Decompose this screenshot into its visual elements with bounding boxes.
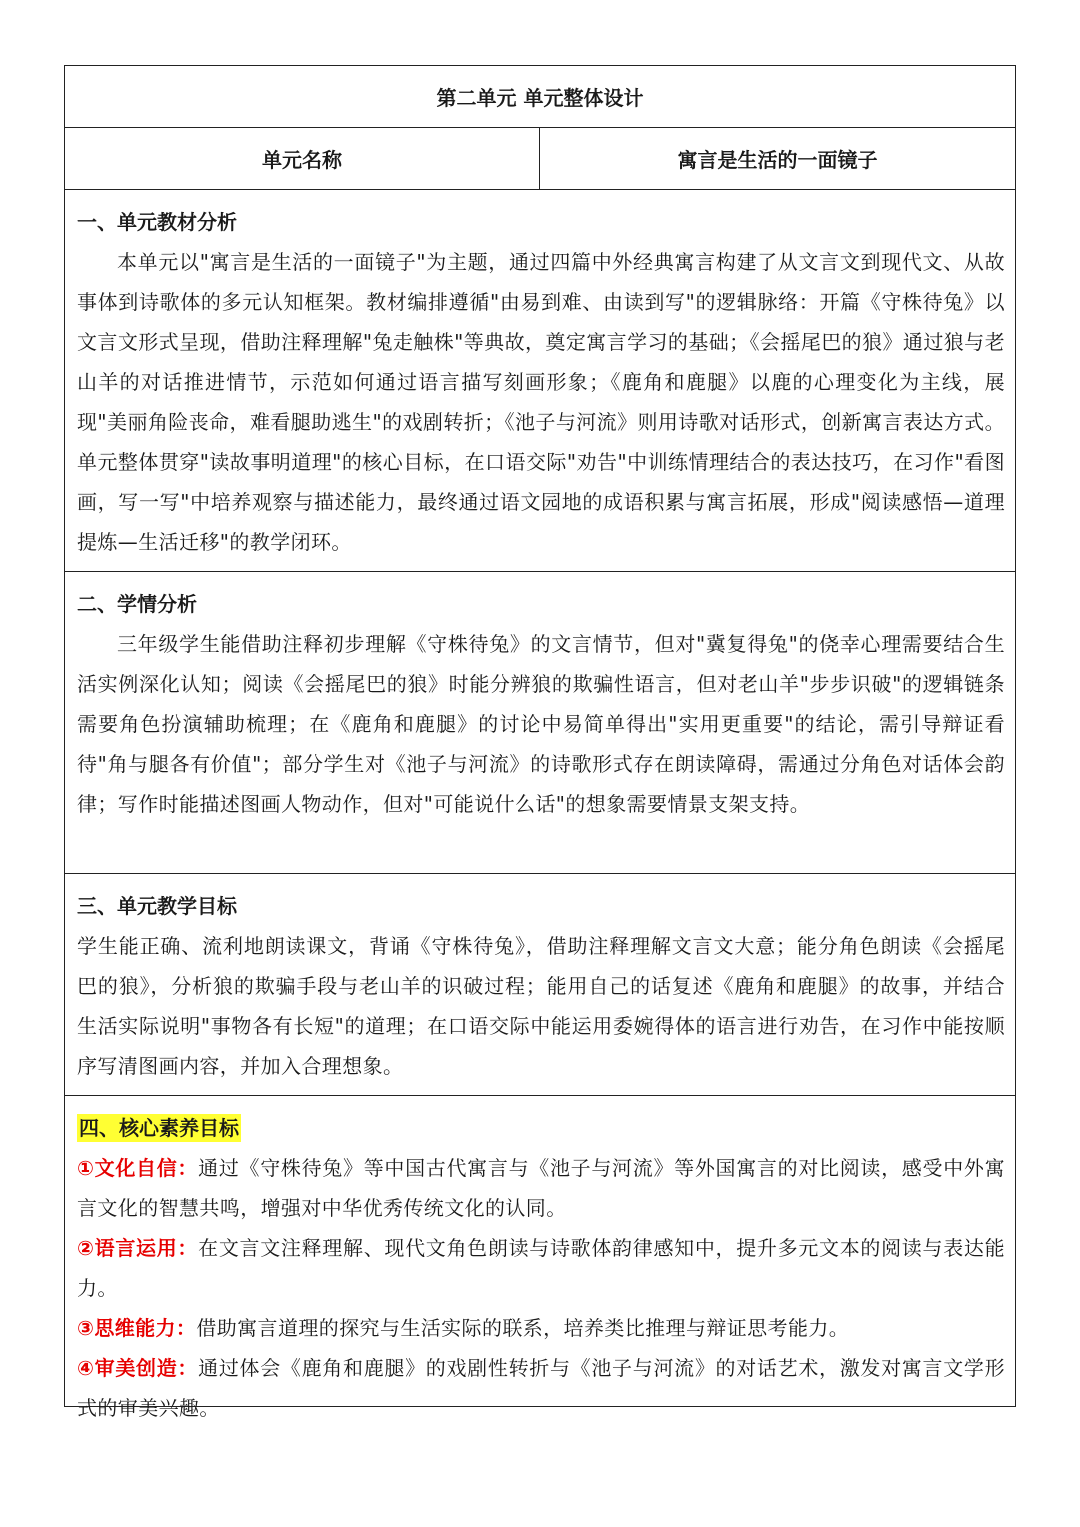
section-heading: 三、单元教学目标	[77, 894, 237, 918]
core-goal-item	[77, 1148, 1005, 1228]
core-goal-text: 通过体会《鹿角和鹿腿》的戏剧性转折与《池子与河流》的对话艺术，激发对寓言文学形式的审美兴趣。	[77, 1356, 1005, 1420]
core-goal-item	[77, 1348, 1005, 1428]
section-heading: 一、单元教材分析	[77, 210, 237, 234]
section-body: 三年级学生能借助注释初步理解《守株待兔》的文言情节，但对"冀复得兔"的侥幸心理需要结合生活实例深化认知；阅读《会摇尾巴的狼》时能分辨狼的欺骗性语言，但对老山羊"步步识破"的逻辑链条需要角色扮演辅助梳理；在《鹿角和鹿腿》的讨论中易简单得出"实用更重要"的结论，需引导辩证看待"角与腿各有价值"；部分学生对《池子与河流》的诗歌形式存在朗读障碍，需通过分角色对话体会韵律；写作时能描述图画人物动作，但对"可能说什么话"的想象需要情景支架支持。	[77, 632, 1005, 816]
section-student-analysis	[65, 572, 1015, 874]
unit-name-value: 寓言是生活的一面镜子	[677, 148, 878, 172]
table-title: 第二单元 单元整体设计	[65, 66, 1015, 128]
core-goal-item	[77, 1308, 1005, 1348]
section-teaching-goals	[65, 874, 1015, 1096]
section-heading	[77, 1108, 1005, 1148]
section-body: 本单元以"寓言是生活的一面镜子"为主题，通过四篇中外经典寓言构建了从文言文到现代文、从故事体到诗歌体的多元认知框架。教材编排遵循"由易到难、由读到写"的逻辑脉络：开篇《守株待兔》以文言文形式呈现，借助注释理解"兔走触株"等典故，奠定寓言学习的基础；《会摇尾巴的狼》通过狼与老山羊的对话推进情节，示范如何通过语言描写刻画形象；《鹿角和鹿腿》以鹿的心理变化为主线，展现"美丽角险丧命，难看腿助逃生"的戏剧转折；《池子与河流》则用诗歌对话形式，创新寓言表达方式。单元整体贯穿"读故事明道理"的核心目标，在口语交际"劝告"中训练情理结合的表达技巧，在习作"看图画，写一写"中培养观察与描述能力，最终通过语文园地的成语积累与寓言拓展，形成"阅读感悟—道理提炼—生活迁移"的教学闭环。	[77, 250, 1005, 554]
unit-name-label: 单元名称	[65, 128, 540, 189]
section-body: 学生能正确、流利地朗读课文，背诵《守株待兔》，借助注释理解文言文大意；能分角色朗读《会摇尾巴的狼》，分析狼的欺骗手段与老山羊的识破过程；能用自己的话复述《鹿角和鹿腿》的故事，并结合生活实际说明"事物各有长短"的道理；在口语交际中能运用委婉得体的语言进行劝告，在习作中能按顺序写清图画内容，并加入合理想象。	[77, 934, 1005, 1078]
core-goal-label: ③思维能力：	[77, 1316, 197, 1340]
section-core-literacy	[65, 1096, 1015, 1420]
core-goal-label: ②语言运用：	[77, 1236, 199, 1260]
core-goal-text: 通过《守株待兔》等中国古代寓言与《池子与河流》等外国寓言的对比阅读，感受中外寓言文化的智慧共鸣，增强对中华优秀传统文化的认同。	[77, 1156, 1005, 1220]
core-goal-text: 在文言文注释理解、现代文角色朗读与诗歌体韵律感知中，提升多元文本的阅读与表达能力。	[77, 1236, 1005, 1300]
section-material-analysis	[65, 190, 1015, 572]
highlighted-heading: 四、核心素养目标	[79, 1116, 239, 1140]
section-heading: 二、学情分析	[77, 592, 197, 616]
core-goal-label: ①文化自信：	[77, 1156, 199, 1180]
core-goal-item	[77, 1228, 1005, 1308]
core-goal-text: 借助寓言道理的探究与生活实际的联系，培养类比推理与辩证思考能力。	[196, 1316, 850, 1340]
unit-name-row	[65, 128, 1015, 190]
core-goal-label: ④审美创造：	[77, 1356, 199, 1380]
unit-design-table	[64, 65, 1016, 1420]
